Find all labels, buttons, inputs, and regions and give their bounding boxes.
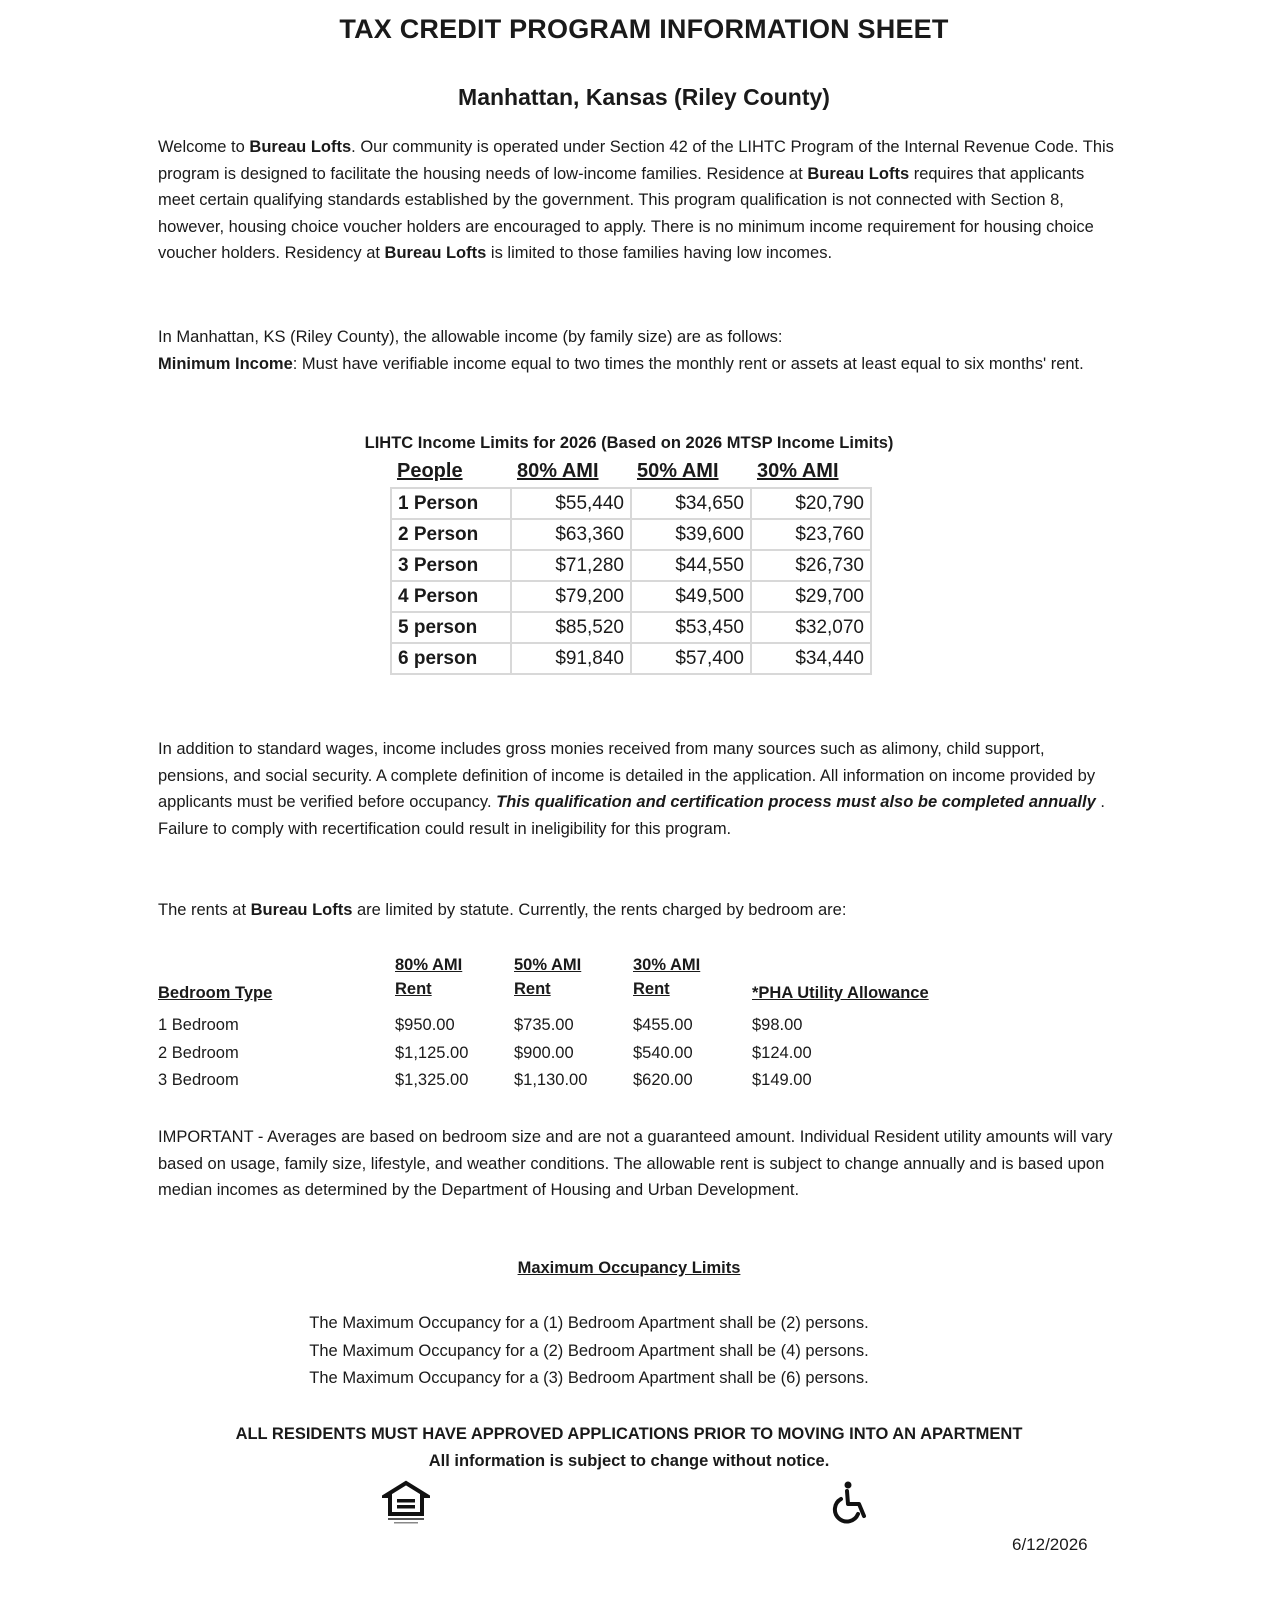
limit-80: $91,840: [511, 643, 631, 674]
income-limits-header-row: [391, 456, 871, 488]
intro-paragraph: Welcome to Bureau Lofts. Our community is operated under Section 42 of the LIHTC Program of the Internal Revenue Code. This program is designed to facilitate the housing needs of low-income families. Residence at Bureau Lofts requires that applicants meet certain qualifying standards established by the government. This program qualification is not connected with Section 8, however, housing choice voucher holders are encouraged to apply. There is no minimum income requirement for housing choice voucher holders. Residency at Bureau Lofts is limited to those families having low incomes.: [158, 138, 1114, 262]
limit-80: $71,280: [511, 550, 631, 581]
limit-50: $57,400: [631, 643, 751, 674]
household-size: 5 person: [391, 612, 511, 643]
rent-50: $735.00: [514, 1016, 574, 1034]
rent-80: $950.00: [395, 1016, 455, 1034]
approval-notice: ALL RESIDENTS MUST HAVE APPROVED APPLICATIONS PRIOR TO MOVING INTO AN APARTMENT: [235, 1425, 1023, 1443]
table-row: 3 Bedroom: [158, 1071, 239, 1089]
limit-50: $53,450: [631, 612, 751, 643]
limit-30: $34,440: [751, 643, 871, 674]
header-50-ami: 50% AMI: [637, 460, 719, 482]
limit-80: $55,440: [511, 488, 631, 519]
limit-80: $63,360: [511, 519, 631, 550]
important-paragraph: IMPORTANT - Averages are based on bedroom size and are not a guaranteed amount. Individual Resident utility amounts will vary based on usage, family size, lifestyle, and weather conditions. The allowable rent is subject to change annually and is based upon median incomes as determined by the Department of Housing and Urban Development.: [158, 1128, 1113, 1199]
change-notice: All information is subject to change without notice.: [428, 1452, 830, 1470]
page-subtitle: Manhattan, Kansas (Riley County): [458, 84, 830, 110]
rent-30: $620.00: [633, 1071, 693, 1089]
table-row: [391, 581, 871, 612]
table-row: [391, 643, 871, 674]
income-definition-paragraph: In addition to standard wages, income includes gross monies received from many sources such as alimony, child support, pensions, and social security. A complete definition of income is detailed in the application. All information on income provided by applicants must be verified before occupancy. This qualification and certification process must also be completed annually . Failure to comply with recertification could result in ineligibility for this program.: [158, 740, 1105, 838]
equal-housing-icon: [382, 1480, 430, 1531]
document-date: 6/12/2026: [1012, 1535, 1088, 1554]
limit-30: $20,790: [751, 488, 871, 519]
utility-allowance: $98.00: [752, 1016, 803, 1034]
limit-30: $32,070: [751, 612, 871, 643]
household-size: 2 Person: [391, 519, 511, 550]
page-title: TAX CREDIT PROGRAM INFORMATION SHEET: [339, 14, 949, 44]
limit-80: $79,200: [511, 581, 631, 612]
table-row: [391, 519, 871, 550]
income-limits-table: [390, 456, 872, 675]
header-80-ami-rent-top: 80% AMI: [395, 956, 463, 974]
header-80-ami-rent-bottom: Rent: [395, 980, 432, 998]
minimum-income-line: Minimum Income: Must have verifiable income equal to two times the monthly rent or assets at least equal to six months' rent.: [158, 354, 1084, 373]
table-row: [391, 612, 871, 643]
table-row: 2 Bedroom: [158, 1043, 239, 1062]
annual-recertification-note: This qualification and certification process must also be completed annually: [496, 793, 1096, 811]
occupancy-line: The Maximum Occupancy for a (2) Bedroom Apartment shall be (4) persons.: [309, 1342, 869, 1360]
limit-80: $85,520: [511, 612, 631, 643]
rent-50: $1,130.00: [514, 1071, 588, 1089]
household-size: 4 Person: [391, 581, 511, 612]
header-bedroom-type: Bedroom Type: [158, 984, 273, 1002]
table-row: [391, 550, 871, 581]
header-utility-allowance: *PHA Utility Allowance: [752, 984, 929, 1002]
household-size: 6 person: [391, 643, 511, 674]
household-size: 1 Person: [391, 488, 511, 519]
header-80-ami: 80% AMI: [517, 460, 599, 482]
limit-30: $23,760: [751, 519, 871, 550]
limit-50: $49,500: [631, 581, 751, 612]
header-people: People: [397, 460, 463, 482]
rent-80: $1,325.00: [395, 1071, 469, 1089]
utility-allowance: $149.00: [752, 1071, 812, 1089]
rents-intro-paragraph: The rents at Bureau Lofts are limited by statute. Currently, the rents charged by bedroom are:: [158, 901, 847, 919]
rent-30: $540.00: [633, 1043, 693, 1062]
allowable-income-paragraph: [158, 324, 1118, 377]
header-50-ami-rent-top: 50% AMI: [514, 956, 582, 974]
occupancy-line: The Maximum Occupancy for a (1) Bedroom Apartment shall be (2) persons.: [309, 1314, 869, 1332]
limit-50: $34,650: [631, 488, 751, 519]
header-30-ami: 30% AMI: [757, 460, 839, 482]
limit-50: $44,550: [631, 550, 751, 581]
rent-50: $900.00: [514, 1043, 574, 1062]
limit-50: $39,600: [631, 519, 751, 550]
header-30-ami-rent-top: 30% AMI: [633, 956, 701, 974]
rent-80: $1,125.00: [395, 1043, 469, 1062]
header-50-ami-rent-bottom: Rent: [514, 980, 551, 998]
limit-30: $29,700: [751, 581, 871, 612]
header-30-ami-rent-bottom: Rent: [633, 980, 670, 998]
utility-allowance: $124.00: [752, 1043, 812, 1062]
rent-30: $455.00: [633, 1016, 693, 1034]
occupancy-title: Maximum Occupancy Limits: [517, 1259, 741, 1277]
accessibility-icon: [828, 1480, 872, 1529]
table-row: [391, 488, 871, 519]
occupancy-line: The Maximum Occupancy for a (3) Bedroom Apartment shall be (6) persons.: [309, 1369, 869, 1387]
limit-30: $26,730: [751, 550, 871, 581]
income-limits-caption: LIHTC Income Limits for 2026 (Based on 2026 MTSP Income Limits): [364, 434, 894, 452]
table-row: 1 Bedroom: [158, 1016, 239, 1034]
allowable-income-line: In Manhattan, KS (Riley County), the allowable income (by family size) are as follows:: [158, 328, 783, 346]
household-size: 3 Person: [391, 550, 511, 581]
